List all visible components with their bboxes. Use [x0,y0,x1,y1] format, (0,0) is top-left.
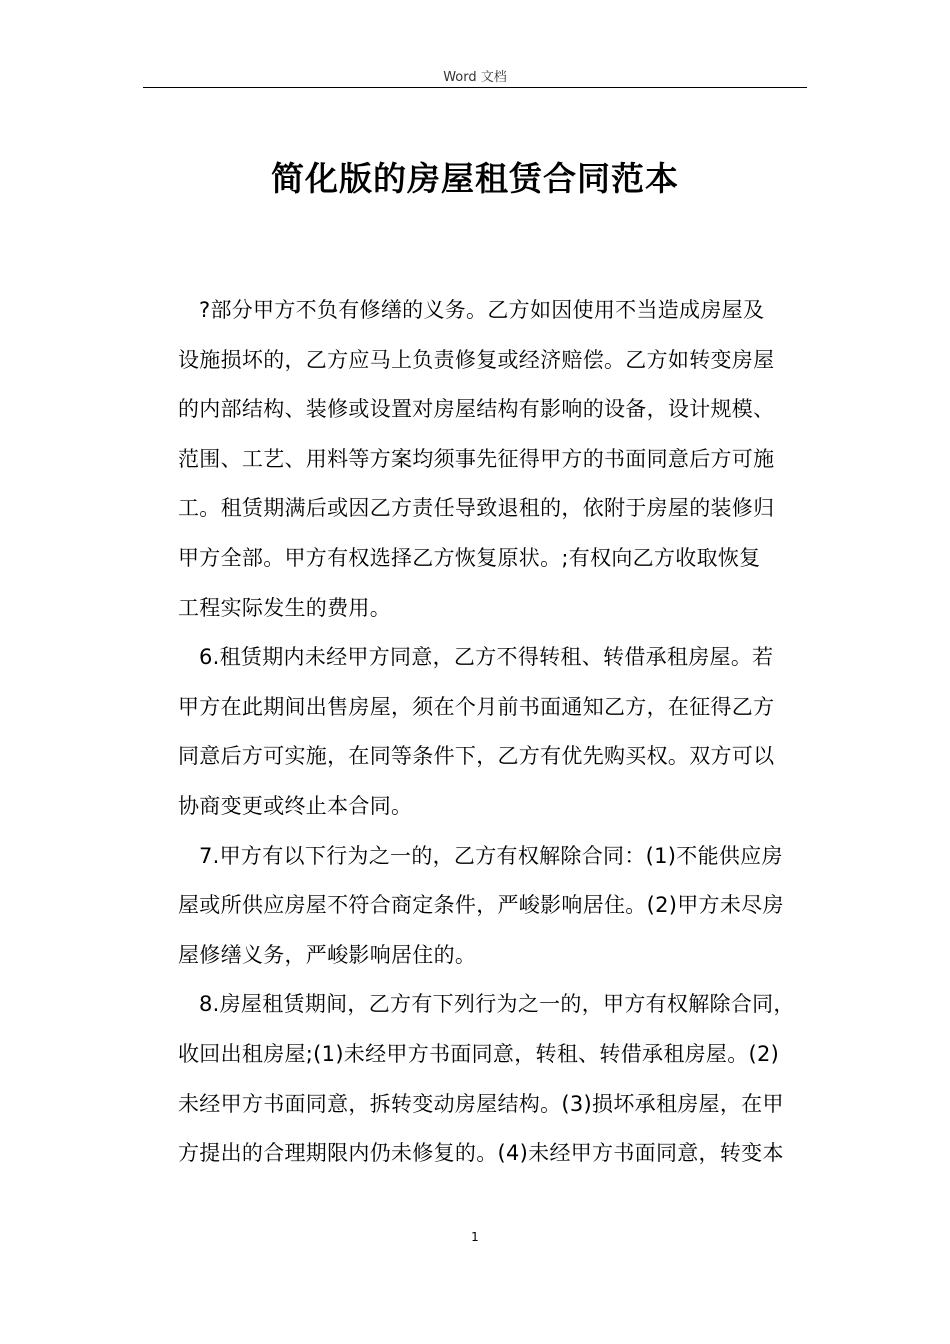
document-title: 简化版的房屋租赁合同范本 [271,159,679,198]
body-line: 甲方在此期间出售房屋，须在个月前书面通知乙方，在征得乙方 [178,694,775,719]
body-line: 工程实际发生的费用。 [178,595,391,620]
body-line: 7.甲方有以下行为之一的，乙方有权解除合同：(1)不能供应房 [199,843,783,868]
body-line: 6.租赁期内未经甲方同意，乙方不得转租、转借承租房屋。若 [199,645,774,670]
body-line: 同意后方可实施，在同等条件下，乙方有优先购买权。双方可以 [178,744,775,769]
document-body [178,286,806,1179]
body-line: 屋修缮义务，严峻影响居住的。 [178,942,477,967]
body-line: 8.房屋租赁期间，乙方有下列行为之一的，甲方有权解除合同， [199,992,795,1017]
body-line: 的内部结构、装修或设置对房屋结构有影响的设备，设计规模、 [178,397,775,422]
page-header-label: Word 文档 [443,70,507,85]
body-line: 甲方全部。甲方有权选择乙方恢复原状。;有权向乙方收取恢复 [178,545,761,570]
header-divider [143,87,807,88]
body-line: 工。租赁期满后或因乙方责任导致退租的，依附于房屋的装修归 [178,496,775,521]
body-line: ?部分甲方不负有修缮的义务。乙方如因使用不当造成房屋及 [199,298,765,322]
body-line: 协商变更或终止本合同。 [178,793,413,818]
body-line: 屋或所供应房屋不符合商定条件，严峻影响居住。(2)甲方未尽房 [178,893,784,918]
body-line: 方提出的合理期限内仍未修复的。(4)未经甲方书面同意，转变本 [178,1141,784,1166]
body-line: 未经甲方书面同意，拆转变动房屋结构。(3)损坏承租房屋，在甲 [178,1091,784,1116]
page-number: 1 [471,1230,479,1244]
body-line: 收回出租房屋;(1)未经甲方书面同意，转租、转借承租房屋。(2) [178,1041,780,1066]
body-line: 设施损坏的，乙方应马上负责修复或经济赔偿。乙方如转变房屋 [178,347,775,372]
body-line: 范围、工艺、用料等方案均须事先征得甲方的书面同意后方可施 [178,446,775,471]
